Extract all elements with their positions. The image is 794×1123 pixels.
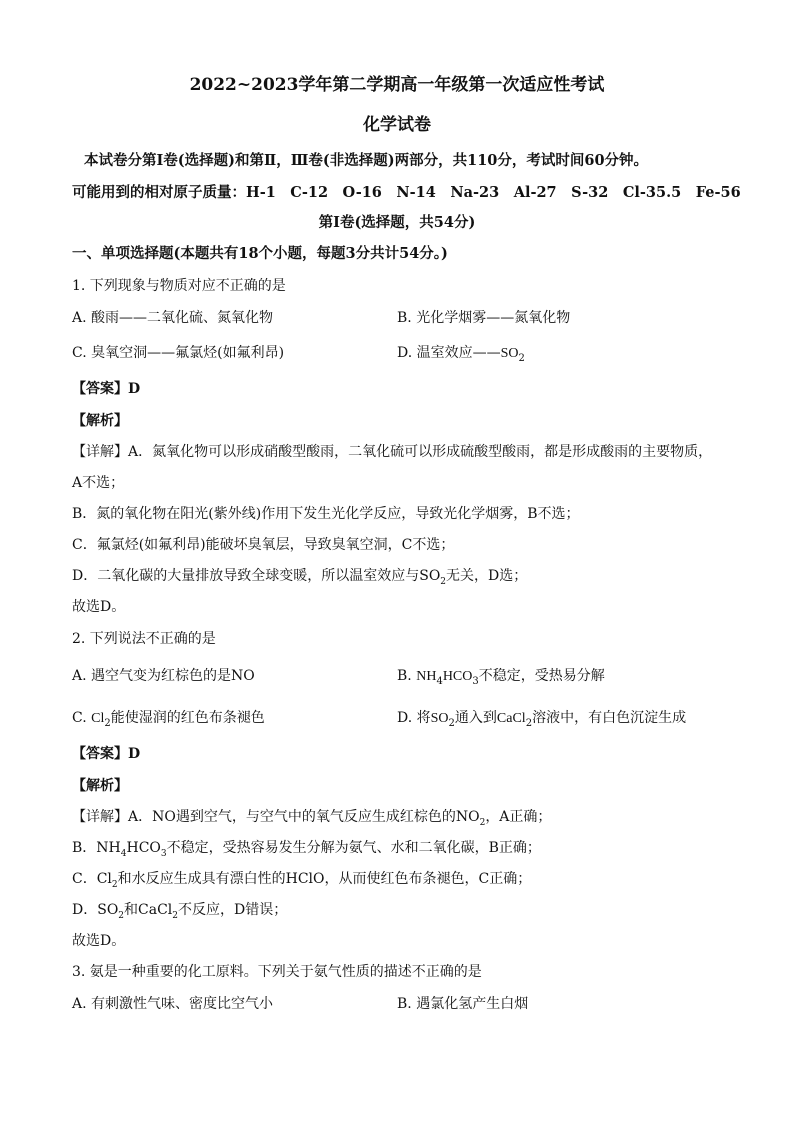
q2-detail-d-mid: 和CaCl: [124, 902, 173, 918]
q2-option-b-sub-2: 3: [472, 675, 479, 687]
q1-conclusion: 故选D。: [72, 599, 126, 615]
section-one-heading: 一、单项选择题(本题共有18个小题，每题3分共计54分。): [72, 245, 448, 262]
q1-detail-d-end: 无关，D选；: [446, 568, 528, 584]
q2-option-d: [397, 709, 686, 733]
q2-detail-d-end: 不反应，D错误；: [178, 902, 288, 918]
q3-option-b: B. 遇氯化氢产生白烟: [397, 996, 529, 1012]
q2-detail-b: [72, 839, 541, 863]
q1-answer: 【答案】D: [72, 381, 141, 397]
q2-option-a: A. 遇空气变为红棕色的是NO: [72, 668, 255, 684]
q2-option-d-formula-2: CaCl: [496, 711, 526, 726]
q1-detail-c: C．氟氯烃(如氟利昂)能破坏臭氧层，导致臭氧空洞，C不选；: [72, 537, 455, 553]
q2-option-b-formula-1: NH: [416, 669, 437, 684]
q2-detail-d-sub-1: 2: [118, 910, 125, 921]
q2-detail-d-sub-2: 2: [172, 910, 179, 921]
q1-option-c: C. 臭氧空洞——氟氯烃(如氟利昂): [72, 345, 285, 361]
q2-detail-c-sub: 2: [111, 879, 118, 890]
q2-detail-c: [72, 870, 531, 894]
exam-title: 2022~2023学年第二学期高一年级第一次适应性考试: [189, 75, 605, 95]
q2-option-b-text: 不稳定，受热易分解: [478, 668, 605, 684]
q2-detail-b-sub-1: 4: [120, 848, 127, 859]
q1-detail-d-text: D．二氧化碳的大量排放导致全球变暖，所以温室效应与SO: [72, 568, 441, 584]
q2-conclusion: 故选D。: [72, 933, 126, 949]
q2-detail-b-mid: HCO: [126, 840, 161, 856]
q2-option-d-mid: 通入到: [454, 710, 497, 726]
q1-option-d-subscript: 2: [518, 352, 525, 364]
q2-option-b: [397, 667, 605, 691]
q2-detail-a-sub: 2: [479, 817, 486, 828]
q2-option-d-text: 溶液中，有白色沉淀生成: [532, 710, 687, 726]
q2-detail-c-text: C．Cl: [72, 871, 112, 887]
q1-stem: 1. 下列现象与物质对应不正确的是: [72, 278, 286, 294]
q1-analysis-label: 【解析】: [72, 413, 128, 429]
q1-detail-a-cont: A不选；: [72, 475, 125, 491]
exam-intro: 本试卷分第Ⅰ卷(选择题)和第Ⅱ，Ⅲ卷(非选择题)两部分，共110分，考试时间60分钟。: [84, 152, 649, 169]
part-one-heading: 第Ⅰ卷(选择题，共54分): [318, 214, 476, 231]
q2-option-c-sub: 2: [104, 717, 111, 729]
q2-option-b-sub-1: 4: [436, 675, 443, 687]
q2-option-b-formula-2: HCO: [442, 669, 473, 684]
q2-option-c-label: C.: [72, 710, 87, 726]
q2-detail-c-end: 和水反应生成具有漂白性的HClO，从而使红色布条褪色，C正确；: [117, 871, 532, 887]
q2-option-c-formula: Cl: [91, 711, 105, 726]
q2-option-d-sub-1: 2: [448, 717, 455, 729]
q2-detail-a: [72, 808, 551, 832]
q2-detail-b-sub-2: 3: [160, 848, 167, 859]
q3-option-a: A. 有刺激性气味、密度比空气小: [72, 996, 274, 1012]
q2-option-d-formula-1: SO: [430, 711, 449, 726]
q2-detail-b-text: B．NH: [72, 840, 121, 856]
q1-detail-d-subscript: 2: [440, 576, 447, 587]
q1-detail-a: 【详解】A．氮氧化物可以形成硝酸型酸雨，二氧化硫可以形成硫酸型酸雨，都是形成酸雨的主要物质，: [72, 444, 713, 460]
q2-option-b-label: B.: [397, 668, 412, 684]
q2-stem: 2. 下列说法不正确的是: [72, 631, 216, 647]
q2-detail-a-text: 【详解】A．NO遇到空气，与空气中的氧气反应生成红棕色的NO: [72, 809, 480, 825]
q1-option-d: [397, 344, 525, 368]
q2-analysis-label: 【解析】: [72, 778, 128, 794]
q1-detail-d: [72, 567, 527, 591]
q2-option-c: [72, 709, 265, 733]
q3-stem: 3. 氨是一种重要的化工原料。下列关于氨气性质的描述不正确的是: [72, 964, 482, 980]
q2-detail-b-end: 不稳定，受热容易发生分解为氨气、水和二氧化碳，B正确；: [166, 840, 541, 856]
q2-detail-d: [72, 901, 287, 925]
q2-option-d-label: D. 将: [397, 710, 431, 726]
q2-option-d-sub-2: 2: [525, 717, 533, 729]
q1-option-d-formula: SO: [500, 346, 519, 361]
q1-option-d-text: D. 温室效应——: [397, 345, 501, 361]
exam-subtitle: 化学试卷: [363, 115, 431, 135]
q2-detail-d-text: D．SO: [72, 902, 119, 918]
q2-option-c-text: 能使湿润的红色布条褪色: [110, 710, 265, 726]
q1-option-a: A. 酸雨——二氧化硫、氮氧化物: [72, 310, 274, 326]
q2-detail-a-end: ，A正确；: [485, 809, 552, 825]
q1-option-b: B. 光化学烟雾——氮氧化物: [397, 310, 571, 326]
atomic-masses: 可能用到的相对原子质量：H-1 C-12 O-16 N-14 Na-23 Al-27 S-32 Cl-35.5 Fe-56: [72, 184, 741, 201]
q1-detail-b: B．氮的氧化物在阳光(紫外线)作用下发生光化学反应，导致光化学烟雾，B不选；: [72, 506, 580, 522]
q2-answer: 【答案】D: [72, 746, 141, 762]
